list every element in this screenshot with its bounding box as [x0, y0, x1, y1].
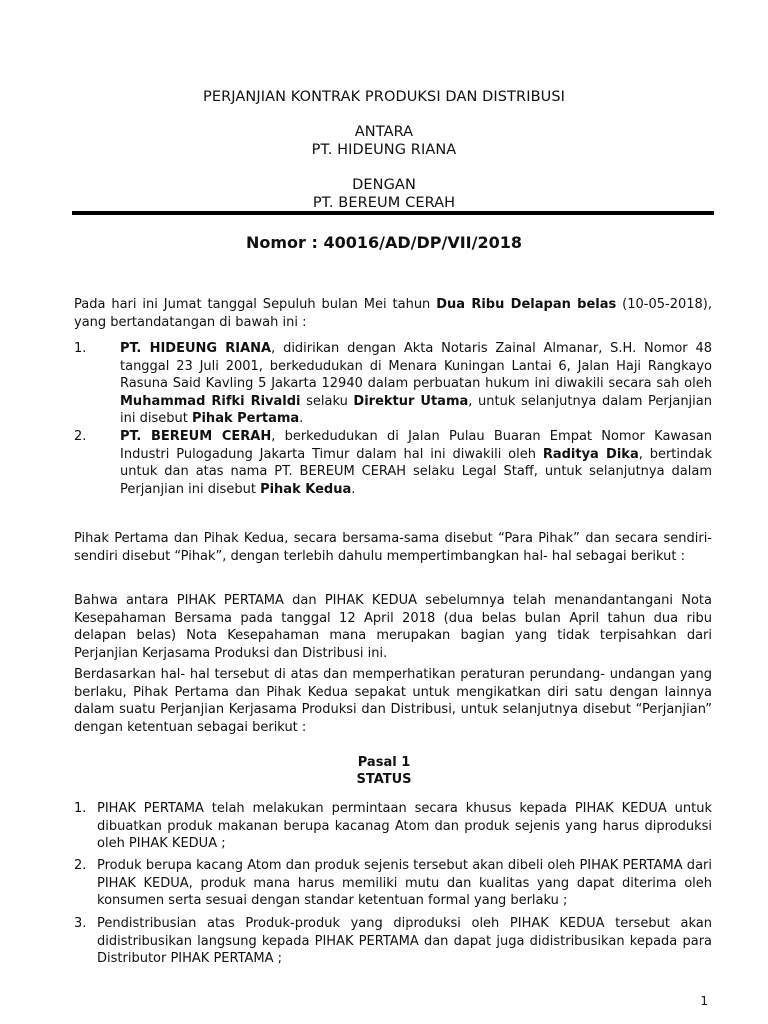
party-two-end: .	[351, 481, 356, 497]
pasal-subtitle: STATUS	[356, 772, 412, 787]
pasal-item-number: 3.	[74, 916, 87, 931]
party-one-role: Direktur Utama	[353, 393, 469, 409]
intro-text-a: Pada hari ini Jumat tanggal Sepuluh bulan Mei tahun	[74, 297, 437, 312]
party-two-number: 2.	[74, 429, 87, 444]
intro-paragraph	[74, 296, 712, 331]
party-one-paragraph	[120, 340, 712, 428]
party-one-representative: Muhammad Rifki Rivaldi	[120, 393, 301, 409]
party-two-alias: Pihak Kedua	[260, 481, 352, 497]
party-one-heading: PT. HIDEUNG RIANA	[311, 142, 457, 158]
intro-date-bold: Dua Ribu Delapan belas	[436, 297, 617, 312]
bahwa-paragraph: Bahwa antara PIHAK PERTAMA dan PIHAK KEDUA sebelumnya telah menandantangani Nota Kesepahaman Bersama pada tanggal 12 April 2018 (dua belas bulan April tahun dua ribu delapan belas) Nota Kesepahaman mana merupakan bagian yang tidak terpisahkan dari Perjanjian Kerjasama Produksi dan Distribusi ini.	[74, 593, 712, 661]
pasal-item-number: 1.	[74, 801, 87, 816]
berdasarkan-paragraph: Berdasarkan hal- hal tersebut di atas dan memperhatikan peraturan perundang- undangan yang berlaku, Pihak Pertama dan Pihak Kedua sepakat untuk mengikatkan diri satu dengan lainnya dalam suatu Perjanjian Kerjasama Produksi dan Distribusi, untuk selanjutnya disebut “Perjanjian” dengan ketentuan sebagai berikut :	[74, 667, 712, 735]
pasal-item-number: 2.	[74, 858, 87, 873]
party-two-heading: PT. BEREUM CERAH	[312, 195, 456, 211]
pasal-item: Pendistribusian atas Produk-produk yang diproduksi oleh PIHAK KEDUA tersebut akan didistribusikan langsung kepada PIHAK PERTAMA dan dapat juga didistribusikan kepada para Distributor PIHAK PERTAMA ;	[97, 916, 712, 967]
party-one-text3: , untuk selanjutnya dalam Perjanjian ini disebut	[120, 393, 712, 427]
document-title: PERJANJIAN KONTRAK PRODUKSI DAN DISTRIBUSI	[202, 89, 566, 105]
party-one-text2: selaku	[300, 393, 354, 409]
party-one-end: .	[299, 411, 304, 427]
party-two-text1: , berkedudukan di Jalan Pulau Buaran Empat Nomor Kawasan Industri Pulogadung Jakarta Timur dalam hal ini diwakili oleh	[120, 429, 712, 462]
party-two-text2: , bertindak untuk dan atas nama PT. BEREUM CERAH selaku Legal Staff, untuk selanjutnya dalam Perjanjian ini disebut	[120, 446, 712, 497]
party-two-paragraph	[120, 428, 712, 498]
para-pihak-paragraph: Pihak Pertama dan Pihak Kedua, secara bersama-sama disebut “Para Pihak” dan secara sendiri-sendiri disebut “Pihak”, dengan terlebih dahulu mempertimbangkan hal- hal sebagai berikut :	[74, 531, 712, 564]
header-divider	[72, 211, 714, 215]
party-one-alias: Pihak Pertama	[191, 411, 300, 427]
party-two-name: PT. BEREUM CERAH	[120, 429, 272, 444]
pasal-item: Produk berupa kacang Atom dan produk sejenis tersebut akan dibeli oleh PIHAK PERTAMA dari PIHAK KEDUA, produk mana harus memiliki mutu dan kualitas yang dapat diterima oleh konsumen serta sesuai dengan standar ketentuan formal yang berlaku ;	[97, 858, 712, 909]
pasal-item: PIHAK PERTAMA telah melakukan permintaan secara khusus kepada PIHAK KEDUA untuk dibuatkan produk makanan berupa kacanag Atom dan produk sejenis yang harus diproduksi oleh PIHAK KEDUA ;	[97, 801, 712, 852]
party-one-text1: , didirikan dengan Akta Notaris Zainal Almanar, S.H. Nomor 48 tanggal 23 Juli 2001, berkedudukan di Menara Kuningan Lantai 6, Jalan Haji Rangkayo Rasuna Said Kavling 5 Jakarta 12940 dalam perbuatan hukum ini diwakili secara sah oleh	[120, 341, 713, 392]
document-number: Nomor : 40016/AD/DP/VII/2018	[245, 233, 522, 252]
party-two-representative: Raditya Dika	[542, 446, 639, 462]
antara-label: ANTARA	[354, 124, 414, 140]
pasal-title: Pasal 1	[357, 755, 411, 770]
intro-text-c: (10-05-2018), yang bertandatangan di bawah ini :	[74, 297, 712, 330]
dengan-label: DENGAN	[352, 177, 416, 193]
party-one-name: PT. HIDEUNG RIANA	[120, 341, 272, 356]
party-one-number: 1.	[74, 341, 87, 356]
page-number: 1	[700, 994, 708, 1008]
